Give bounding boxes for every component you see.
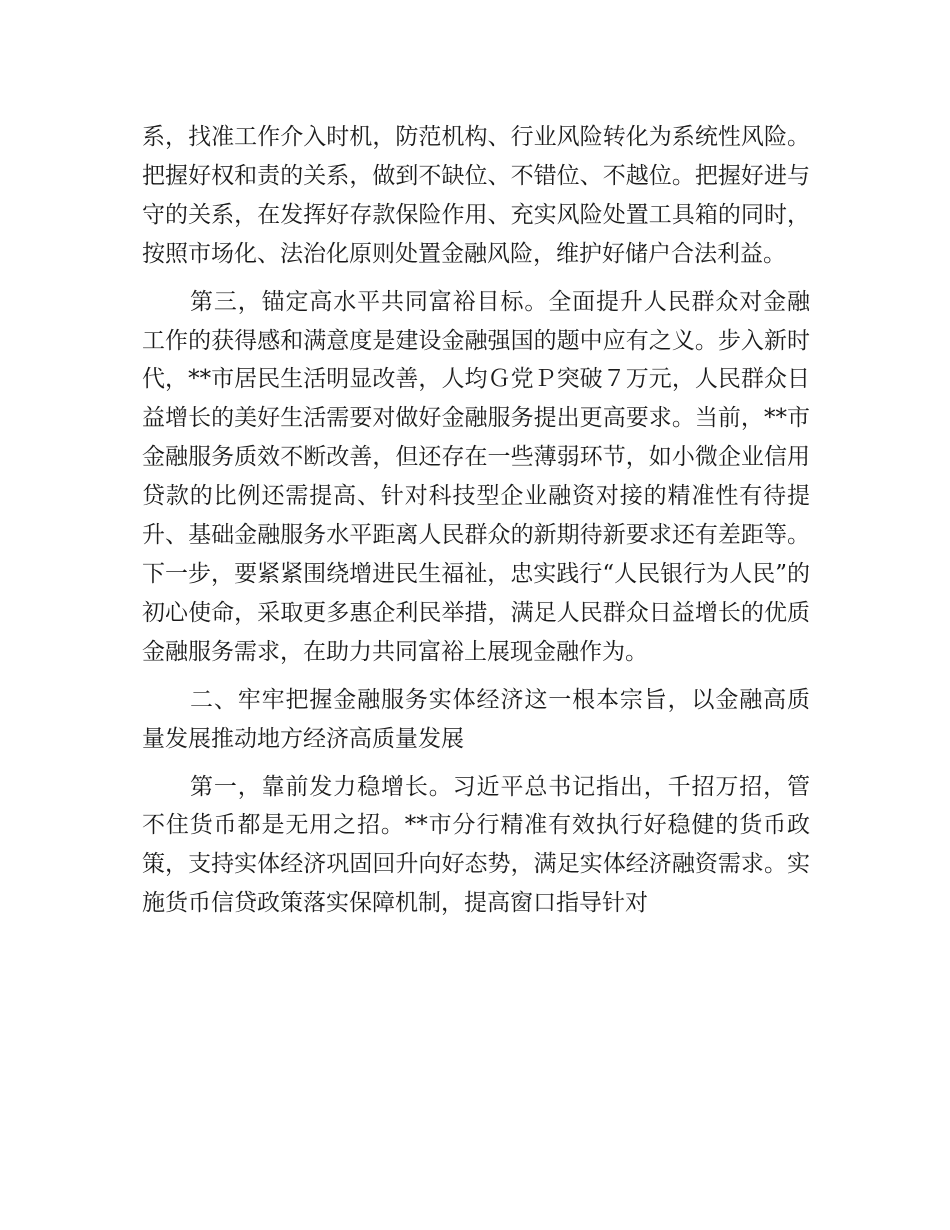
section-heading-two: 二、牢牢把握金融服务实体经济这一根本宗旨，以金融高质量发展推动地方经济高质量发展 (142, 686, 810, 752)
paragraph-continuation: 系，找准工作介入时机，防范机构、行业风险转化为系统性风险。把握好权和责的关系，做到不缺位、不错位、不越位。把握好进与守的关系，在发挥好存款保险作用、充实风险处置工具箱的同时，按照市场化、法治化原则处置金融风险，维护好储户合法利益。 (142, 124, 810, 267)
paragraph-third-point: 第三，锚定高水平共同富裕目标。全面提升人民群众对金融工作的获得感和满意度是建设金融强国的题中应有之义。步入新时代，**市居民生活明显改善，人均Ｇ党Ｐ突破７万元，人民群众日益增长的美好生活需要对做好金融服务提出更高要求。当前，**市金融服务质效不断改善，但还存在一些薄弱环节，如小微企业信用贷款的比例还需提高、针对科技型企业融资对接的精准性有待提升、基础金融服务水平距离人民群众的新期待新要求还有差距等。下一步，要紧紧围绕增进民生福祉，忠实践行“人民银行为人民”的初心使命，采取更多惠企利民举措，满足人民群众日益增长的优质金融服务需求，在助力共同富裕上展现金融作为。 (142, 288, 810, 665)
paragraph-first-point: 第一，靠前发力稳增长。习近平总书记指出，千招万招，管不住货币都是无用之招。**市分行精准有效执行好稳健的货币政策，支持实体经济巩固回升向好态势，满足实体经济融资需求。实施货币信贷政策落实保障机制，提高窗口指导针对 (142, 773, 810, 917)
document-body (142, 118, 810, 932)
